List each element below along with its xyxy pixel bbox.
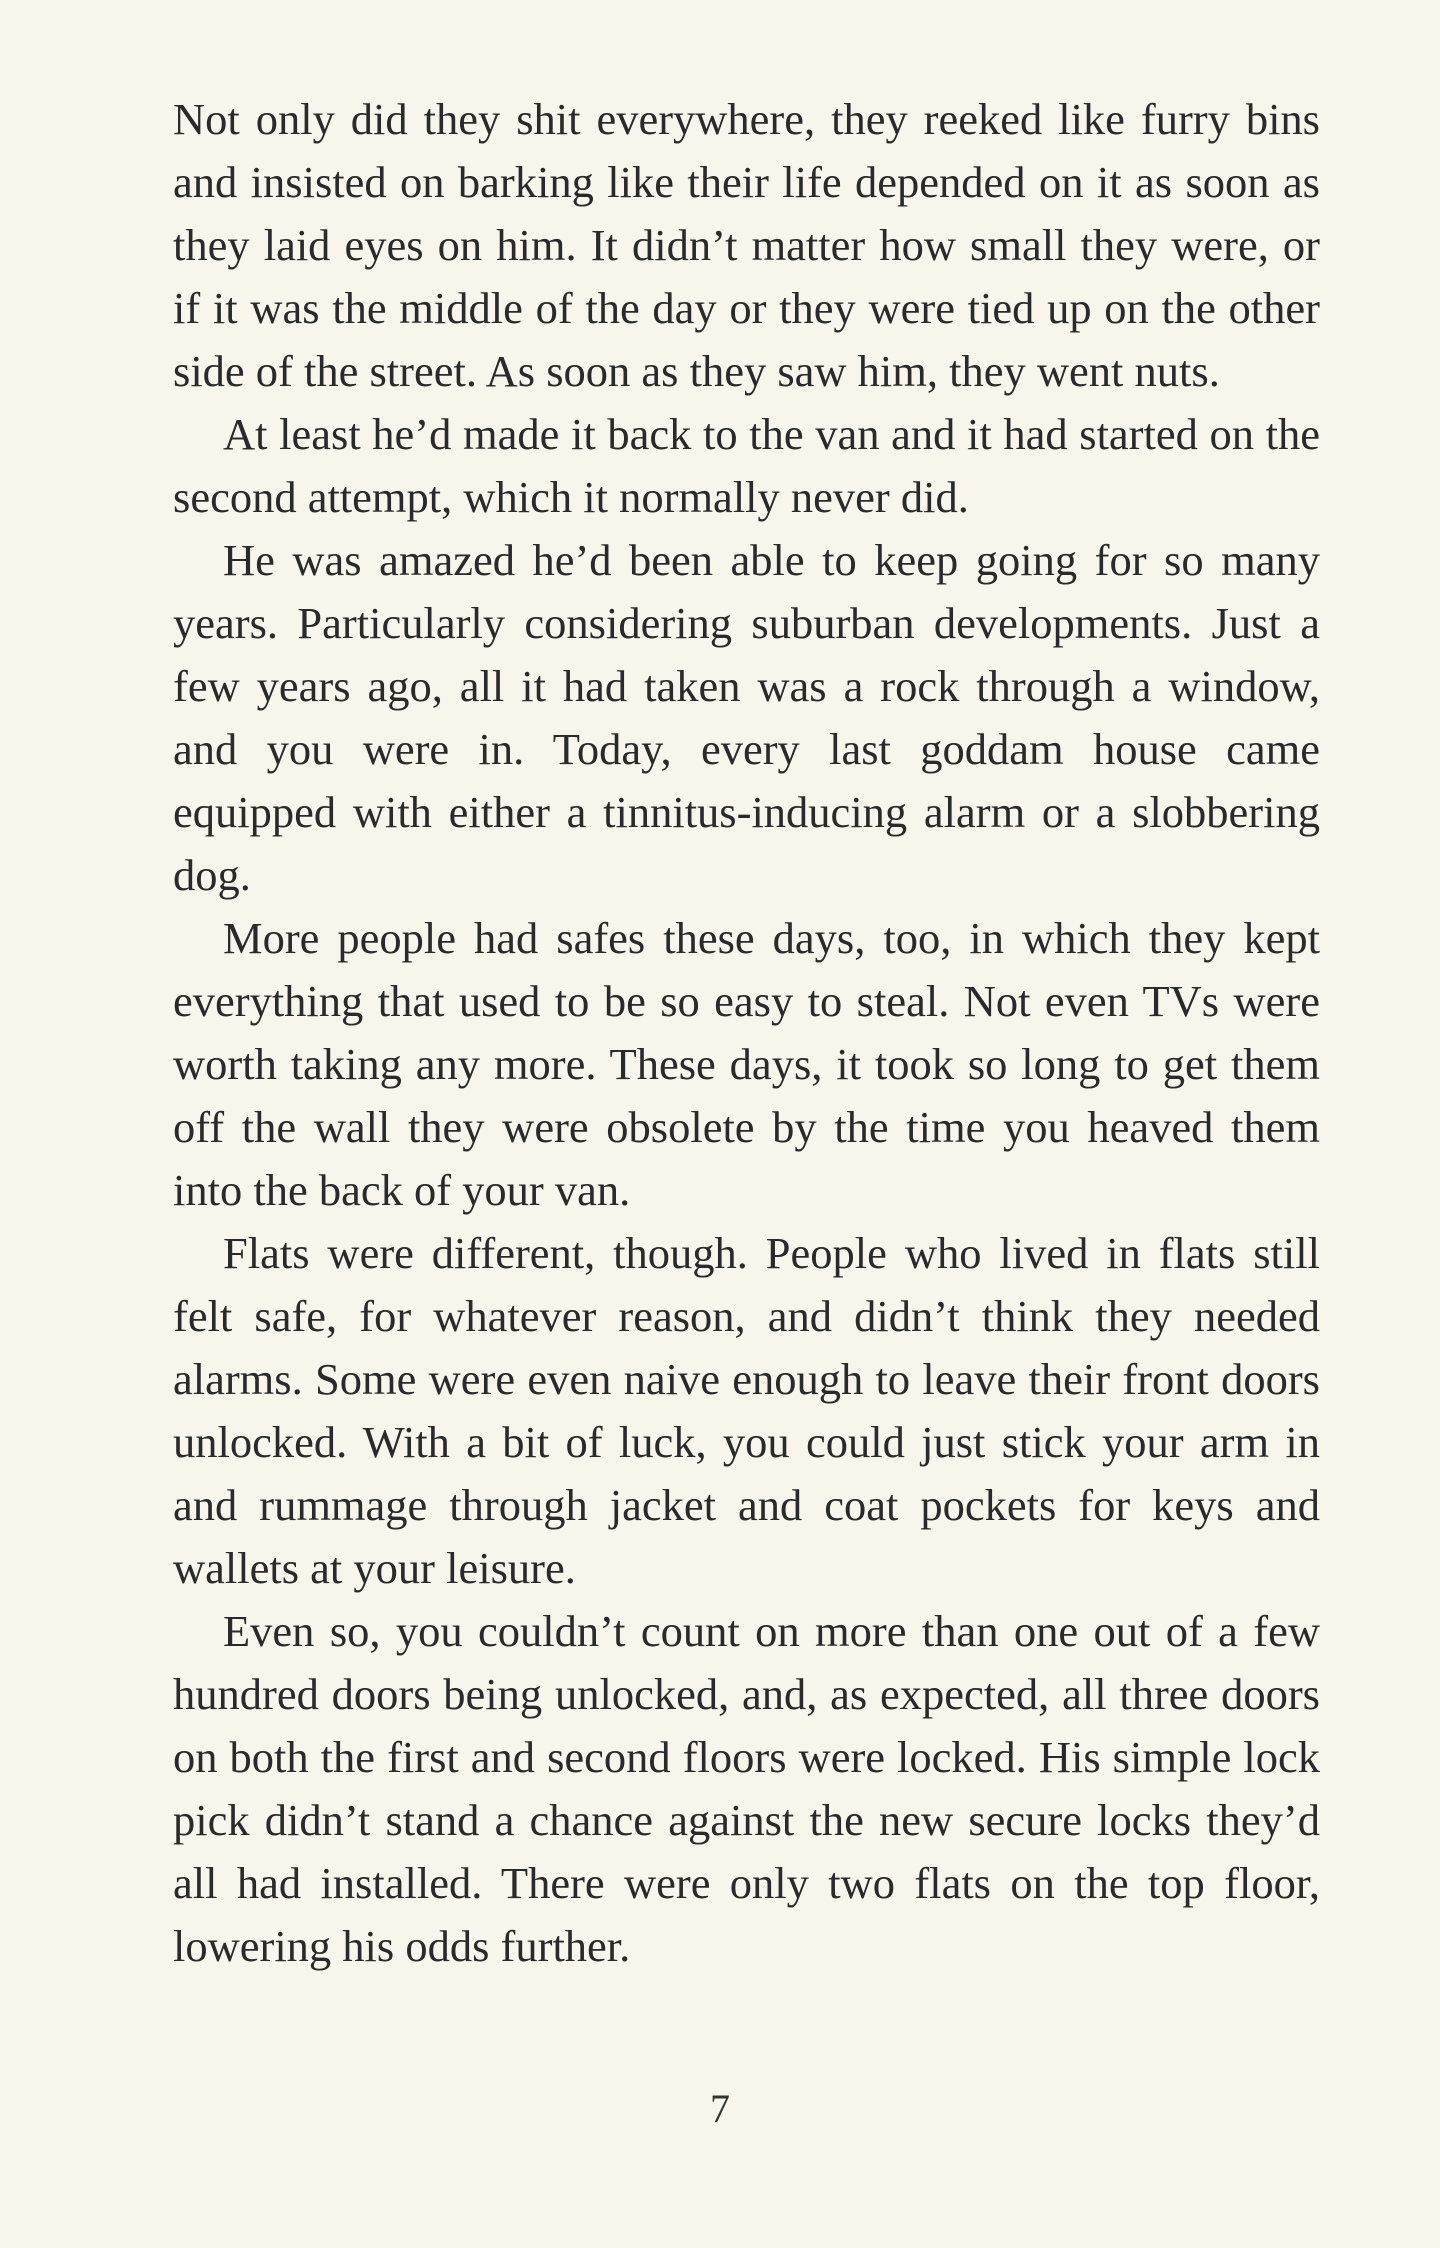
paragraph-4: More people had safes these days, too, in which they kept everything that used to be so easy to steal. Not even TVs were worth taking any more. These days, it took so long to get them off the wall they were obsolete by the time you heaved them into the back of your van. — [173, 913, 1320, 1215]
paragraph-5: Flats were different, though. People who lived in flats still felt safe, for whatever reason, and didn’t think they needed alarms. Some were even naive enough to leave their front doors unlocked. With a bit of luck, you could just stick your arm in and rummage through jacket and coat pockets for keys and wallets at your leisure. — [173, 1228, 1320, 1593]
paragraph-2: At least he’d made it back to the van and it had started on the second attempt, which it normally never did. — [173, 409, 1320, 522]
paragraph-3: He was amazed he’d been able to keep going for so many years. Particularly considering suburban developments. Just a few years ago, all it had taken was a rock through a window, and you were in. Today, every last goddam house came equipped with either a tinnitus-inducing alarm or a slobbering dog. — [173, 535, 1320, 900]
page-number: 7 — [710, 2086, 730, 2131]
body-text — [173, 88, 1320, 1978]
paragraph-1: Not only did they shit everywhere, they reeked like furry bins and insisted on barking like their life depended on it as soon as they laid eyes on him. It didn’t matter how small they were, or if it was the middle of the day or they were tied up on the other side of the street. As soon as they saw him, they went nuts. — [173, 94, 1320, 396]
paragraph-6: Even so, you couldn’t count on more than one out of a few hundred doors being unlocked, and, as expected, all three doors on both the first and second floors were locked. His simple lock pick didn’t stand a chance against the new secure locks they’d all had installed. There were only two flats on the top floor, lowering his odds further. — [173, 1606, 1320, 1971]
